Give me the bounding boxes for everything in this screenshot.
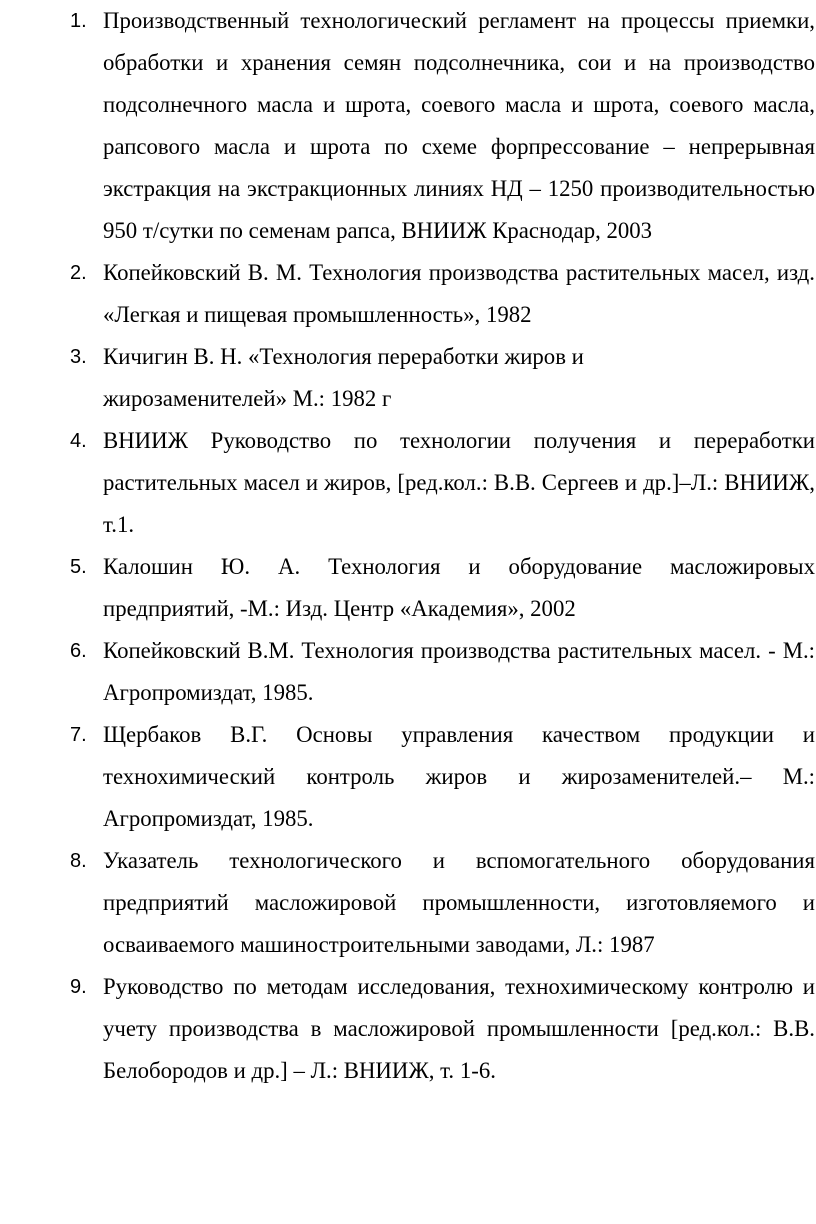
reference-item-7 bbox=[0, 714, 816, 840]
reference-number: 6. bbox=[70, 640, 87, 662]
reference-number: 5. bbox=[70, 556, 87, 578]
reference-item-6 bbox=[0, 630, 816, 714]
reference-number: 7. bbox=[70, 724, 87, 746]
reference-text: Указатель технологического и вспомогательного оборудования предприятий масложировой промышленности, изготовляемого и осваиваемого машиностроительными заводами, Л.: 1987 bbox=[103, 848, 815, 957]
reference-text: Копейковский В. М. Технология производства растительных масел, изд. «Легкая и пищевая промышленность», 1982 bbox=[103, 260, 815, 327]
reference-text: Кичигин В. Н. «Технология переработки жиров и жирозаменителей» М.: 1982 г bbox=[103, 344, 584, 411]
reference-number: 4. bbox=[70, 430, 87, 452]
reference-item-1 bbox=[0, 0, 816, 252]
reference-item-5 bbox=[0, 546, 816, 630]
reference-number: 3. bbox=[70, 346, 87, 368]
reference-text: Производственный технологический регламент на процессы приемки, обработки и хранения семян подсолнечника, сои и на производство подсолнечного масла и шрота, соевого масла и шрота, соевого масла, рапсового масла и шрота по схеме форпрессование – непрерывная экстракция на экстракционных линиях НД – 1250 производительностью 950 т/сутки по семенам рапса, ВНИИЖ Краснодар, 2003 bbox=[103, 8, 815, 243]
reference-text: Калошин Ю. А. Технология и оборудование масложировых предприятий, -М.: Изд. Центр «Академия», 2002 bbox=[103, 554, 815, 621]
reference-item-4 bbox=[0, 420, 816, 546]
reference-text: Щербаков В.Г. Основы управления качеством продукции и технохимический контроль жиров и жирозаменителей.– М.: Агропромиздат, 1985. bbox=[103, 722, 815, 831]
reference-number: 1. bbox=[70, 10, 87, 32]
reference-number: 9. bbox=[70, 976, 87, 998]
reference-item-2 bbox=[0, 252, 816, 336]
reference-item-9 bbox=[0, 966, 816, 1092]
reference-item-8 bbox=[0, 840, 816, 966]
reference-text: ВНИИЖ Руководство по технологии получения и переработки растительных масел и жиров, [ред.кол.: В.В. Сергеев и др.]–Л.: ВНИИЖ, т.1. bbox=[103, 428, 815, 537]
reference-number: 2. bbox=[70, 262, 87, 284]
reference-text: Копейковский В.М. Технология производства растительных масел. - М.: Агропромиздат, 1985. bbox=[103, 638, 815, 705]
reference-text: Руководство по методам исследования, технохимическому контролю и учету производства в масложировой промышленности [ред.кол.: В.В. Белобородов и др.] – Л.: ВНИИЖ, т. 1-6. bbox=[103, 974, 815, 1083]
reference-number: 8. bbox=[70, 850, 87, 872]
reference-item-3 bbox=[0, 336, 816, 420]
